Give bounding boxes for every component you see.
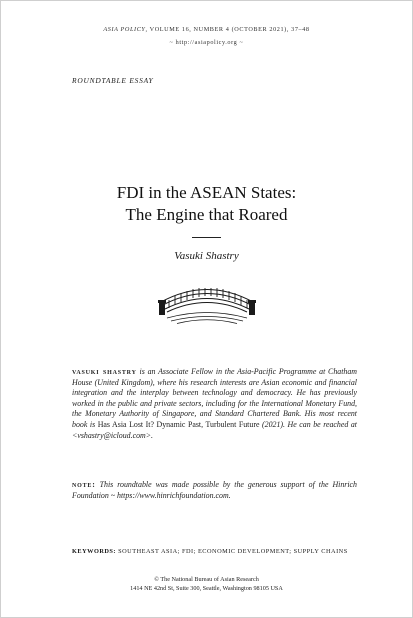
funding-note — [72, 480, 357, 501]
article-title — [0, 182, 413, 226]
bridge-logo-icon — [157, 279, 257, 325]
bio-text-1: is an Associate Fellow in the Asia-Pacific Programme at Chatham House (United Kingdom), where his research interests are Asian economic and financial integration and the interplay between technology and democracy. He has previously worked in the public and private sectors, including for the International Monetary Fund, the Monetary Authority of Singapore, and Standard Chartered Bank. His most recent book is — [72, 367, 357, 429]
footer — [0, 575, 413, 593]
journal-citation — [0, 26, 413, 33]
note-text: This roundtable was made possible by the generous support of the Hinrich Foundation ~ https://www.hinrichfoundation.com. — [72, 480, 357, 500]
bio-text-2: (2021). He can be reached at <vshastry@icloud.com>. — [72, 419, 357, 440]
copyright-line: © The National Bureau of Asian Research — [154, 576, 259, 583]
address-line: 1414 NE 42nd St, Suite 300, Seattle, Washington 98105 USA — [130, 585, 283, 592]
bio-book-title: Has Asia Lost It? Dynamic Past, Turbulent Future — [97, 419, 260, 429]
keywords-text: SOUTHEAST ASIA; FDI; ECONOMIC DEVELOPMENT; SUPPLY CHAINS — [118, 548, 348, 555]
journal-url-line: ~ http://asiapolicy.org ~ — [169, 39, 244, 46]
author-bio — [72, 367, 357, 441]
title-divider — [192, 237, 221, 238]
keywords-label: KEYWORDS: — [72, 548, 117, 555]
title-line-2: The Engine that Roared — [125, 205, 288, 224]
journal-name: ASIA POLICY — [103, 26, 146, 33]
keywords — [72, 548, 372, 555]
article-kind: ROUNDTABLE ESSAY — [72, 76, 154, 85]
title-line-1: FDI in the ASEAN States: — [116, 183, 297, 202]
journal-url[interactable]: http://asiapolicy.org — [175, 39, 238, 46]
note-label: note: — [72, 480, 96, 489]
journal-issue: , VOLUME 16, NUMBER 4 (OCTOBER 2021), 37–48 — [145, 26, 310, 33]
bio-author-name: vasuki shastry — [72, 367, 137, 376]
author-name: Vasuki Shastry — [174, 250, 239, 262]
